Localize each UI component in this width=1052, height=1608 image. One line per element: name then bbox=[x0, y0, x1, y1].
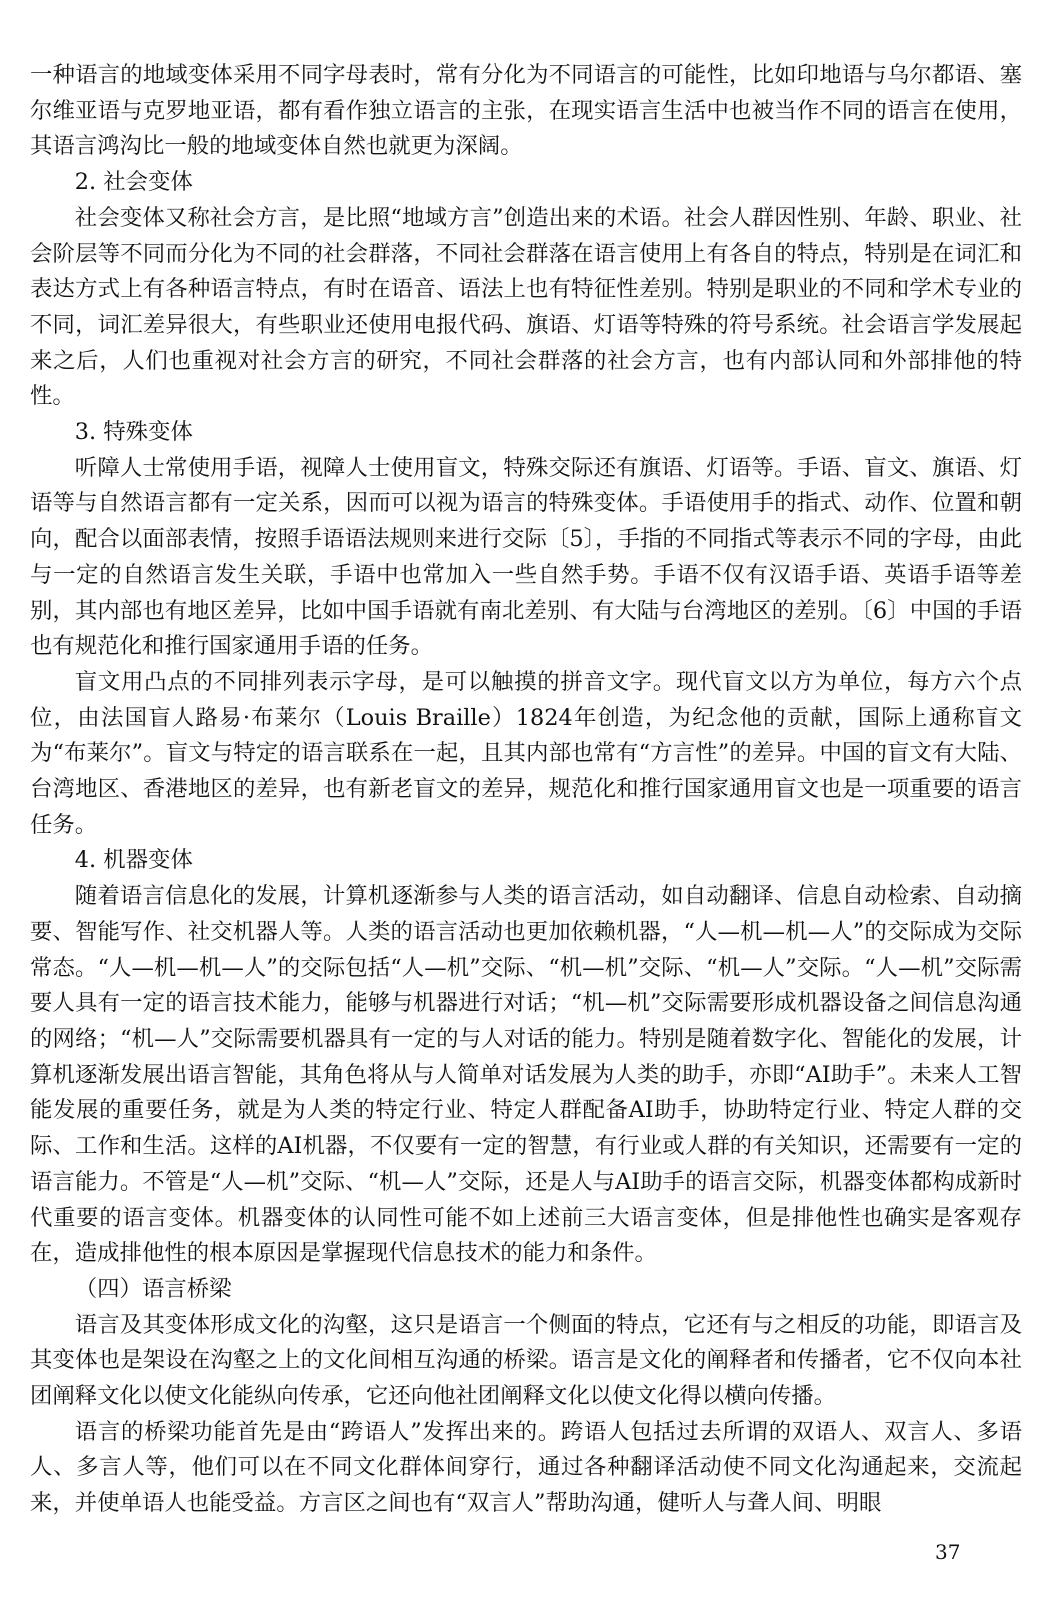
page-number: 37 bbox=[935, 1540, 961, 1564]
paragraph-social-variant: 社会变体又称社会方言，是比照“地域方言”创造出来的术语。社会人群因性别、年龄、职业、社会阶层等不同而分化为不同的社会群落，不同社会群落在语言使用上有各自的特点，特别是在词汇和表达方式上有各种语言特点，有时在语音、语法上也有特征性差别。特别是职业的不同和学术专业的不同，词汇差异很大，有些职业还使用电报代码、旗语、灯语等特殊的符号系统。社会语言学发展起来之后，人们也重视对社会方言的研究，不同社会群落的社会方言，也有内部认同和外部排他的特性。 bbox=[30, 204, 1022, 410]
section-heading-social-variant: 2. 社会变体 bbox=[74, 169, 193, 196]
section-heading-language-bridge: （四）语言桥梁 bbox=[74, 1275, 232, 1302]
paragraph-language-bridge: 语言及其变体形成文化的沟壑，这只是语言一个侧面的特点，它还有与之相反的功能，即语言及其变体也是架设在沟壑之上的文化间相互沟通的桥梁。语言是文化的阐释者和传播者，它不仅向本社团阐释文化以使文化能纵向传承，它还向他社团阐释文化以使文化得以横向传播。 bbox=[30, 1311, 1022, 1410]
paragraph-cross-language: 语言的桥梁功能首先是由“跨语人”发挥出来的。跨语人包括过去所谓的双语人、双言人、多语人、多言人等，他们可以在不同文化群体间穿行，通过各种翻译活动使不同文化沟通起来，交流起来，并使单语人也能受益。方言区之间也有“双言人”帮助沟通，健听人与聋人间、明眼 bbox=[30, 1418, 1022, 1517]
paragraph-braille: 盲文用凸点的不同排列表示字母，是可以触摸的拼音文字。现代盲文以方为单位，每方六个点位，由法国盲人路易·布莱尔（Louis Braille）1824年创造，为纪念他的贡献，国际上通称盲文为“布莱尔”。盲文与特定的语言联系在一起，且其内部也常有“方言性”的差异。中国的盲文有大陆、台湾地区、香港地区的差异，也有新老盲文的差异，规范化和推行国家通用盲文也是一项重要的语言任务。 bbox=[30, 668, 1022, 838]
paragraph-sign-language: 听障人士常使用手语，视障人士使用盲文，特殊交际还有旗语、灯语等。手语、盲文、旗语、灯语等与自然语言都有一定关系，因而可以视为语言的特殊变体。手语使用手的指式、动作、位置和朝向，配合以面部表情，按照手语语法规则来进行交际〔5〕，手指的不同指式等表示不同的字母，由此与一定的自然语言发生关联，手语中也常加入一些自然手势。手语不仅有汉语手语、英语手语等差别，其内部也有地区差异，比如中国手语就有南北差别、有大陆与台湾地区的差别。〔6〕中国的手语也有规范化和推行国家通用手语的任务。 bbox=[30, 454, 1022, 660]
section-heading-machine-variant: 4. 机器变体 bbox=[74, 847, 193, 874]
page-body bbox=[30, 58, 1022, 1522]
section-heading-special-variant: 3. 特殊变体 bbox=[74, 419, 193, 446]
paragraph-machine-variant: 随着语言信息化的发展，计算机逐渐参与人类的语言活动，如自动翻译、信息自动检索、自动摘要、智能写作、社交机器人等。人类的语言活动也更加依赖机器，“人—机—机—人”的交际成为交际常态。“人—机—机—人”的交际包括“人—机”交际、“机—机”交际、“机—人”交际。“人—机”交际需要人具有一定的语言技术能力，能够与机器进行对话；“机—机”交际需要形成机器设备之间信息沟通的网络；“机—人”交际需要机器具有一定的与人对话的能力。特别是随着数字化、智能化的发展，计算机逐渐发展出语言智能，其角色将从与人简单对话发展为人类的助手，亦即“AI助手”。未来人工智能发展的重要任务，就是为人类的特定行业、特定人群配备AI助手，协助特定行业、特定人群的交际、工作和生活。这样的AI机器，不仅要有一定的智慧，有行业或人群的有关知识，还需要有一定的语言能力。不管是“人—机”交际、“机—人”交际，还是人与AI助手的语言交际，机器变体都构成新时代重要的语言变体。机器变体的认同性可能不如上述前三大语言变体，但是排他性也确实是客观存在，造成排他性的根本原因是掌握现代信息技术的能力和条件。 bbox=[30, 883, 1022, 1267]
paragraph-continuation: 一种语言的地域变体采用不同字母表时，常有分化为不同语言的可能性，比如印地语与乌尔都语、塞尔维亚语与克罗地亚语，都有看作独立语言的主张，在现实语言生活中也被当作不同的语言在使用，其语言鸿沟比一般的地域变体自然也就更为深阔。 bbox=[30, 62, 1022, 160]
